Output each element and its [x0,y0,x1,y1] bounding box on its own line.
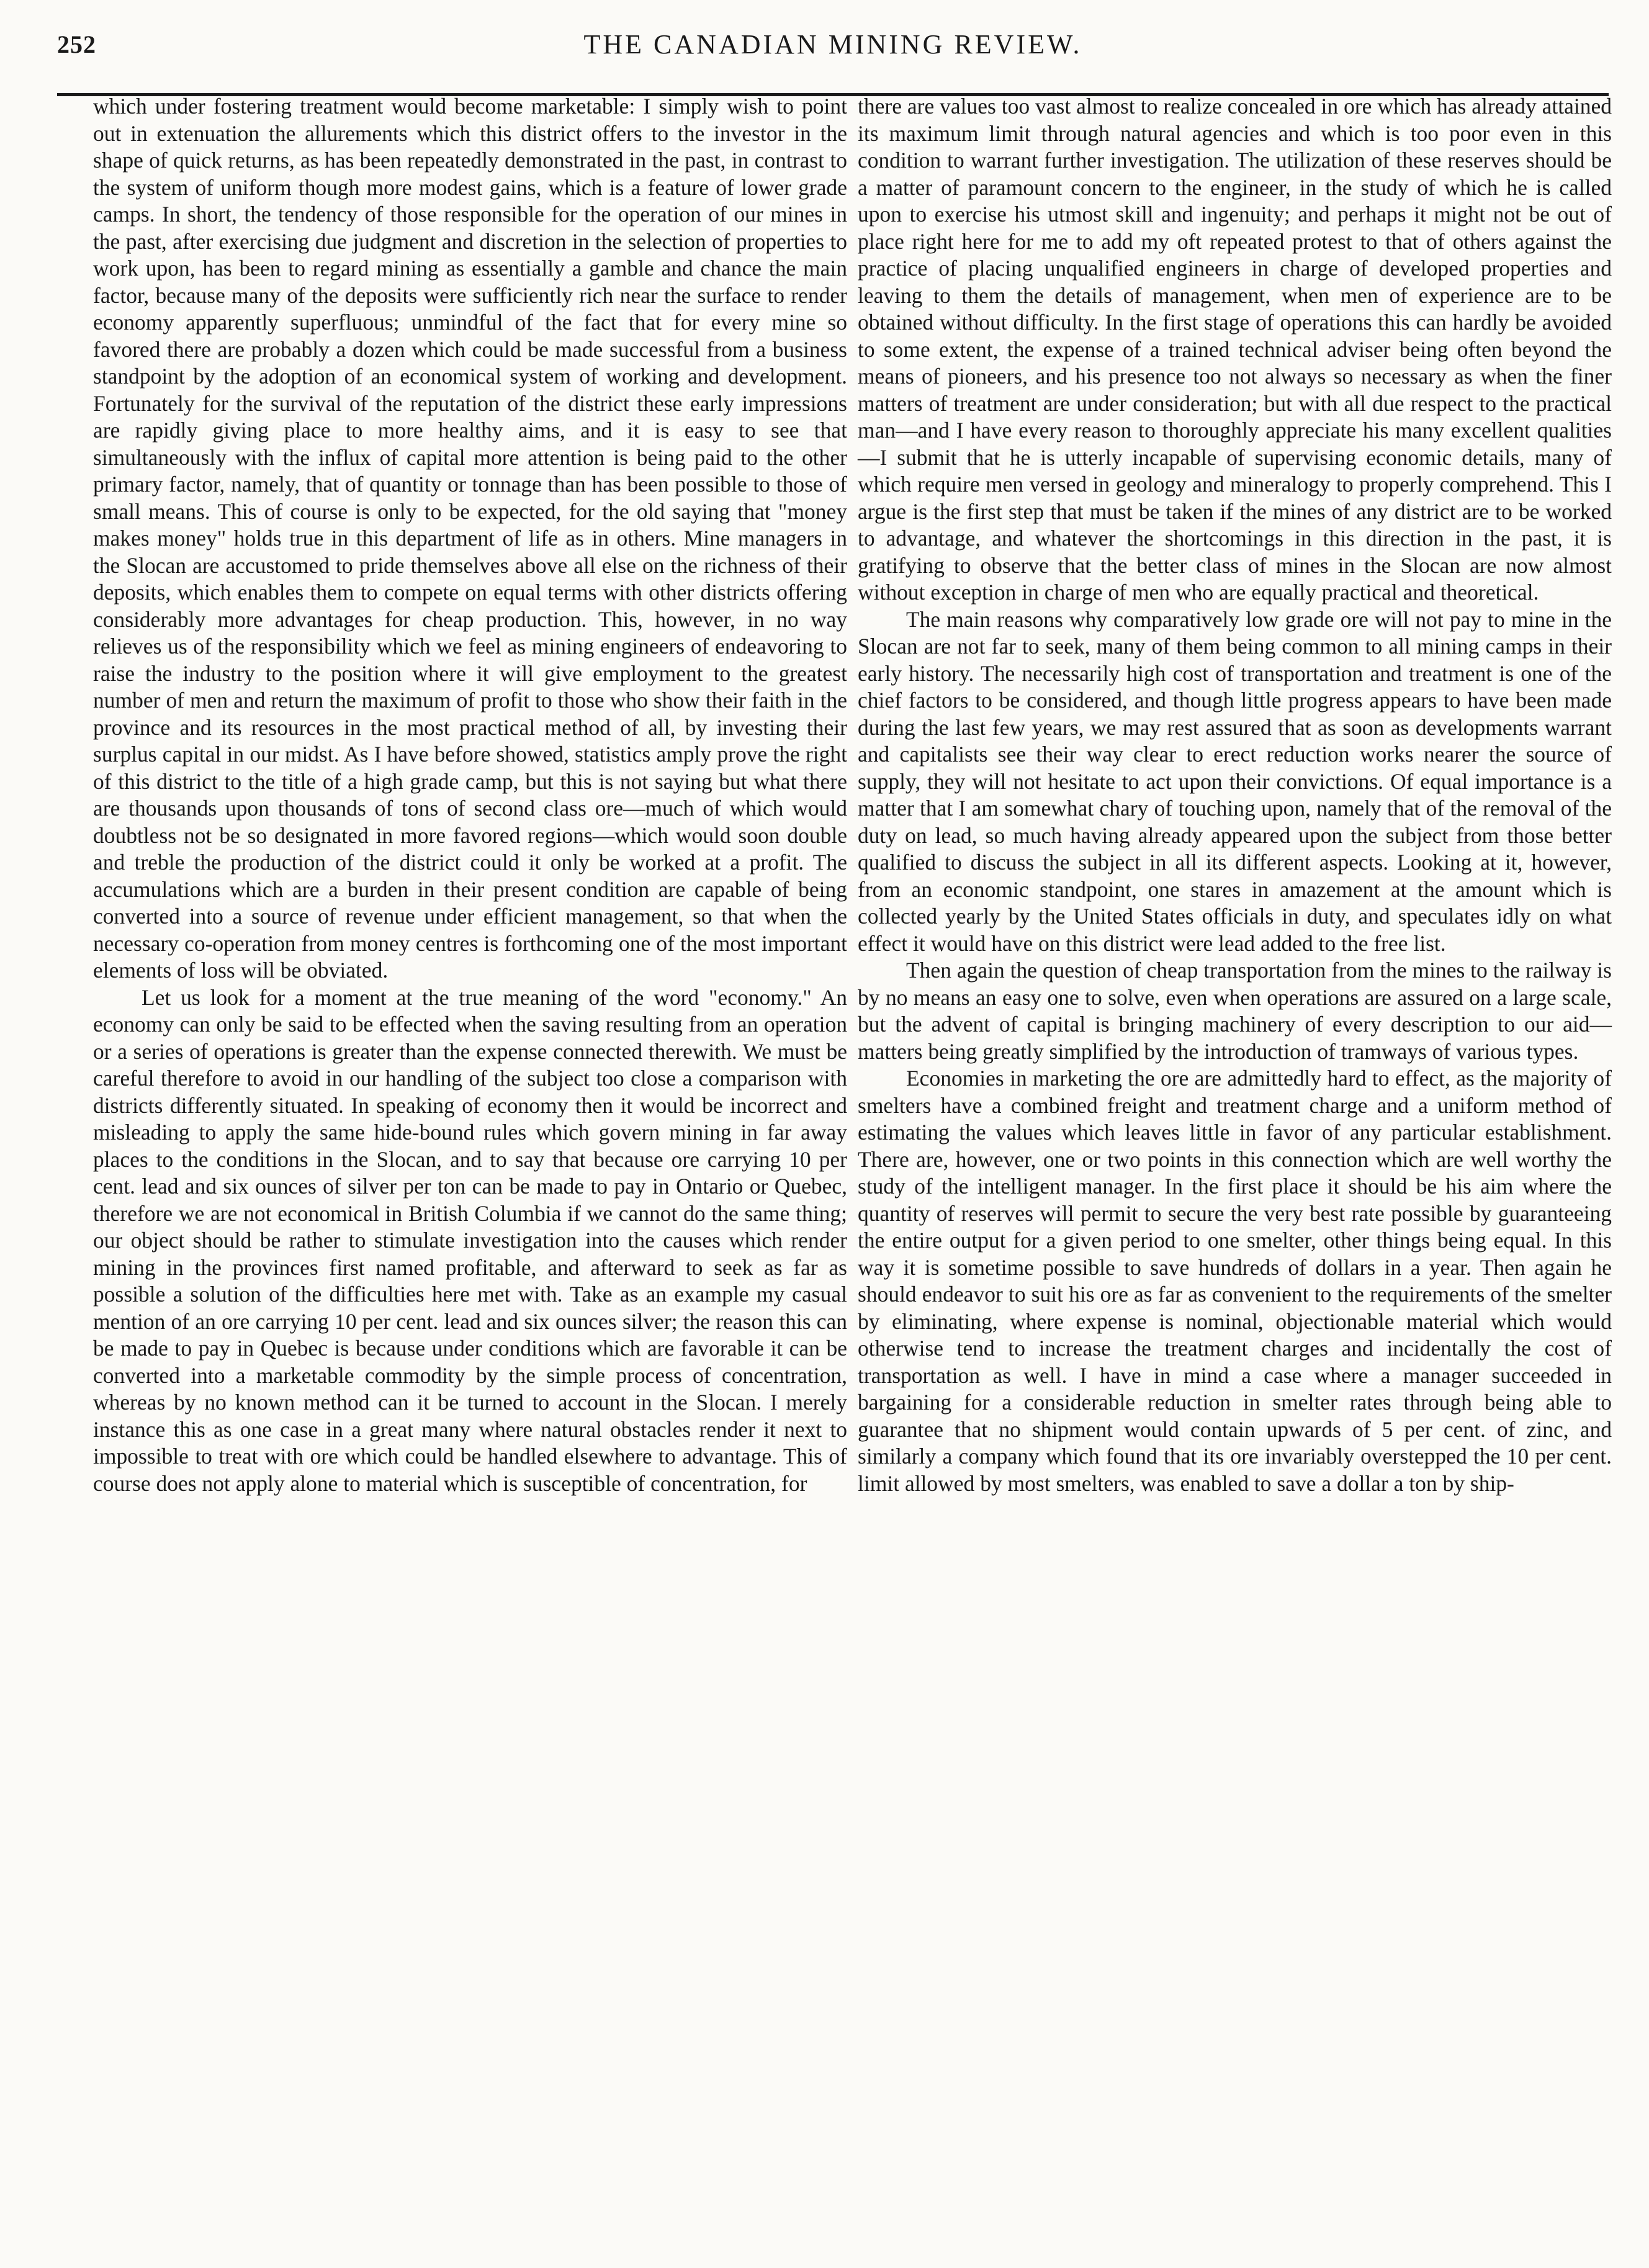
paragraph: Then again the question of cheap transportation from the mines to the railway is by no means an easy one to solve, even when operations are assured on a large scale, but the advent of capital is bringing machinery of every description to our aid—matters being greatly simplified by the introduction of tramways of various types. [858,958,1612,1064]
page-number: 252 [57,30,96,58]
paragraph: Let us look for a moment at the true meaning of the word "economy." An economy can only be said to be effected when the saving resulting from an operation or a series of operations is greater than the expense connected therewith. We must be careful therefore to avoid in our handling of the subject too close a comparison with districts differently situated. In speaking of economy then it would be incorrect and misleading to apply the same hide-bound rules which govern mining in far away places to the conditions in the Slocan, and to say that because ore carrying 10 per cent. lead and six ounces of silver per ton can be made to pay in Ontario or Quebec, therefore we are not economical in British Columbia if we cannot do the same thing; our object should be rather to stimulate investigation into the causes which render mining in the provinces first named profitable, and afterward to seek as far as possible a solution of the difficulties here met with. Take as an example my casual mention of an ore carrying 10 per cent. lead and six ounces silver; the reason this can be made to pay in Quebec is because under conditions which are favorable it can be converted into a marketable commodity by the simple process of concentration, whereas by no known method can it be turned to account in the Slocan. I merely instance this as one case in a great many where natural obstacles render it next to impossible to treat with ore which could be handled elsewhere to advantage. This of course does not apply alone to material which is susceptible of concentration, for [93,984,847,1496]
paragraph: which under fostering treatment would become marketable: I simply wish to point out in extenuation the allurements which this district offers to the investor in the shape of quick returns, as has been repeatedly demonstrated in the past, in contrast to the system of uniform though more modest gains, which is a feature of lower grade camps. In short, the tendency of those responsible for the operation of our mines in the past, after exercising due judgment and discretion in the selection of properties to work upon, has been to regard mining as essentially a gamble and chance the main factor, because many of the deposits were sufficiently rich near the surface to render economy apparently superfluous; unmindful of the fact that for every mine so favored there are probably a dozen which could be made successful from a business standpoint by the adoption of an economical system of working and development. Fortunately for the survival of the reputation of the district these early impressions are rapidly giving place to more healthy aims, and it is easy to see that simultaneously with the influx of capital more attention is being paid to the other primary factor, namely, that of quantity or tonnage than has been possible to those of small means. This of course is only to be expected, for the old saying that "money makes money" holds true in this department of life as in others. Mine managers in the Slocan are accustomed to pride themselves above all else on the richness of their deposits, which enables them to compete on equal terms with other districts offering considerably more advantages for cheap production. This, however, in no way relieves us of the responsibility which we feel as mining engineers of endeavoring to raise the industry to the position where it will give employment to the greatest number of men and return the maximum of profit to those who show their faith in the province and its resources in the most practical method of all, by investing their surplus capital in our midst. As I have before showed, statistics amply prove the right of this district to the title of a high grade camp, but this is not saying but what there are thousands upon thousands of tons of second class ore—much of which would doubtless not be so designated in more favored regions—which would soon double and treble the production of the district could it only be worked at a profit. The accumulations which are a burden in their present condition are capable of being converted into a source of revenue under efficient management, so that when the necessary co-operation from money centres is forthcoming one of the most important elements of loss will be obviated. [93,94,847,983]
left-column [93,93,847,1497]
right-column [858,93,1612,1497]
running-title: THE CANADIAN MINING REVIEW. [583,29,1082,60]
paragraph: there are values too vast almost to realize concealed in ore which has already attained its maximum limit through natural agencies and which is too poor even in this condition to warrant further investigation. The utilization of these reserves should be a matter of paramount concern to the engineer, in the study of which he is called upon to exercise his utmost skill and ingenuity; and perhaps it might not be out of place right here for me to add my oft repeated protest to that of others against the practice of placing unqualified engineers in charge of developed properties and leaving to them the details of management, when men of experience are to be obtained without difficulty. In the first stage of operations this can hardly be avoided to some extent, the expense of a trained technical adviser being often beyond the means of pioneers, and his presence too not always so necessary as when the finer matters of treatment are under consideration; but with all due respect to the practical man—and I have every reason to thoroughly appreciate his many excellent qualities—I submit that he is utterly incapable of supervising economic details, many of which require men versed in geology and mineralogy to properly comprehend. This I argue is the first step that must be taken if the mines of any district are to be worked to advantage, and whatever the shortcomings in this direction in the past, it is gratifying to observe that the better class of mines in the Slocan are now almost without exception in charge of men who are equally practical and theoretical. [858,94,1612,605]
paragraph: The main reasons why comparatively low grade ore will not pay to mine in the Slocan are not far to seek, many of them being common to all mining camps in their early history. The necessarily high cost of transportation and treatment is one of the chief factors to be considered, and though little progress appears to have been made during the last few years, we may rest assured that as soon as developments warrant and capitalists see their way clear to erect reduction works nearer the source of supply, they will not hesitate to act upon their convictions. Of equal importance is a matter that I am somewhat chary of touching upon, namely that of the removal of the duty on lead, so much having already appeared upon the subject from those better qualified to discuss the subject in all its different aspects. Looking at it, however, from an economic standpoint, one stares in amazement at the amount which is collected yearly by the United States officials in duty, and speculates idly on what effect it would have on this district were lead added to the free list. [858,606,1612,956]
paragraph: Economies in marketing the ore are admittedly hard to effect, as the majority of smelters have a combined freight and treatment charge and a uniform method of estimating the values which leaves little in favor of any particular establishment. There are, however, one or two points in this connection which are well worthy the study of the intelligent manager. In the first place it should be his aim where the quantity of reserves will permit to secure the very best rate possible by guaranteeing the entire output for a given period to one smelter, other things being equal. In this way it is sometime possible to save hundreds of dollars in a year. Then again he should endeavor to suit his ore as far as convenient to the requirements of the smelter by eliminating, where expense is nominal, objectionable material which would otherwise tend to increase the treatment charges and incidentally the cost of transportation as well. I have in mind a case where a manager succeeded in bargaining for a considerable reduction in smelter rates through being able to guarantee that no shipment would contain upwards of 5 per cent. of zinc, and similarly a company which found that its ore invariably overstepped the 10 per cent. limit allowed by most smelters, was enabled to save a dollar a ton by ship- [858,1066,1612,1496]
page-header [57,25,1609,74]
